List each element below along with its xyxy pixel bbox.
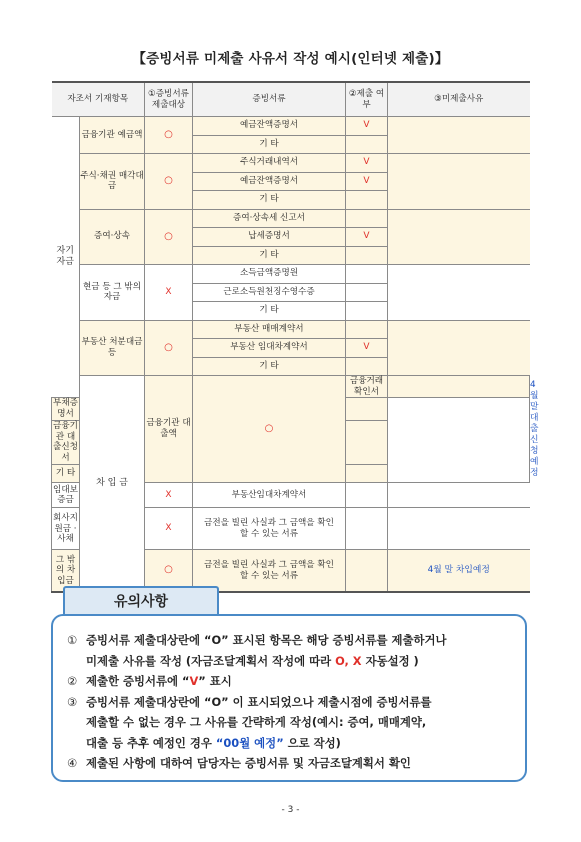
table-row [52,154,530,173]
target-mark: ○ [164,175,173,186]
submitted-mark: V [363,175,370,186]
submitted-cell[interactable] [346,117,388,136]
reason-cell [388,265,530,321]
notice-line-4: ④ 제출된 사항에 대하여 담당자는 증빙서류 및 자금조달계획서 확인 [67,756,411,770]
target-mark: X [165,286,172,297]
document-cell[interactable]: 부동산 매매계약서 [193,320,346,339]
submitted-cell[interactable] [346,246,388,265]
submitted-cell [346,265,388,284]
header-submitted: ②제출 여부 [346,82,388,117]
notice-line-1: ① 증빙서류 제출대상란에 “O” 표시된 항목은 해당 증빙서류를 제출하거나 [67,633,447,647]
notice-line-2: ② 제출한 증빙서류에 “V” 표시 [67,674,232,688]
document-cell[interactable]: 예금잔액증명서 [193,117,346,136]
reason-cell[interactable] [388,209,530,265]
submitted-cell[interactable] [346,209,388,228]
document-cell[interactable]: 증여·상속세 신고서 [193,209,346,228]
table-row [52,209,530,228]
document-cell[interactable]: 금융거래확인서 [346,376,388,398]
document-cell[interactable]: 금융기관 대출신청서 [53,420,78,464]
submitted-cell[interactable] [346,357,388,376]
submitted-cell[interactable] [346,464,388,483]
submitted-mark: V [363,120,370,131]
reason-text: 4월 말 대출신청 예정 [530,379,539,478]
document-cell[interactable]: 기 타 [193,357,346,376]
submitted-cell [346,302,388,321]
submitted-cell [346,483,388,508]
header-reason: ③미제출사유 [388,82,530,117]
document-cell[interactable]: 주식거래내역서 [193,154,346,173]
item-label: 현금 등 그 밖의 자금 [80,265,145,321]
item-label: 그 밖의 차입금 [52,550,80,592]
document-cell[interactable]: 예금잔액증명서 [193,172,346,191]
evidence-table [51,81,539,593]
reason-cell [388,483,530,508]
document-cell[interactable]: 기 타 [193,246,346,265]
submitted-mark: V [363,231,370,242]
page-number: - 3 - [281,805,300,815]
submitted-cell[interactable] [346,550,388,592]
document-cell: 기 타 [193,302,346,321]
submitted-cell[interactable] [346,339,388,358]
page-title: 【증빙서류 미제출 사유서 작성 예시(인터넷 제출)】 [132,51,449,67]
notice-line-1b: 미제출 사유를 작성 (자금조달계획서 작성에 따라 O, X 자동설정 ) [86,653,419,668]
submitted-cell [346,283,388,302]
target-mark: ○ [164,564,173,576]
item-label: 부동산 처분대금 등 [80,320,145,376]
group-borrowed-funds: 차 입 금 [80,376,145,592]
reason-cell[interactable] [388,320,530,376]
submitted-cell[interactable] [346,398,388,420]
notice-line-3b: 제출할 수 없는 경우 그 사유를 간략하게 작성(예시: 증여, 매매계약, [86,715,427,729]
reason-text: 4월 말 차입예정 [427,565,490,576]
document-cell[interactable]: 기 타 [193,191,346,210]
reason-cell[interactable] [388,550,530,592]
header-documents: 증빙서류 [193,82,346,117]
submitted-mark: V [363,342,370,353]
submitted-cell[interactable] [388,376,530,398]
item-label: 금융기관 대출액 [145,376,193,483]
target-mark: ○ [164,230,173,242]
document-cell[interactable]: 부채증명서 [53,398,78,420]
submitted-cell [346,508,388,550]
item-label: 회사지원금 ·사채 [52,508,80,550]
group-own-funds: 자기 자금 [52,117,80,398]
notice-box [51,614,527,782]
table-row [52,376,530,398]
document-cell[interactable]: 기 타 [193,135,346,154]
document-cell: 소득금액증명원 [193,265,346,284]
notice-tab: 유의사항 [63,586,219,616]
reason-cell [388,508,530,550]
table-header-row [52,82,530,117]
target-mark: ○ [164,128,173,140]
document-cell: 근로소득원천징수영수증 [193,283,346,302]
document-cell[interactable]: 금전을 빌린 사실과 그 금액을 확인할 수 있는 서류 [193,550,346,592]
header-target: ①증빙서류 제출대상 [145,82,193,117]
item-label: 증여·상속 [80,209,145,265]
target-mark: X [165,489,172,500]
item-label: 주식·채권 매각대금 [80,154,145,210]
notice-line-3c: 대출 등 추후 예정인 경우 “00월 예정” 으로 작성) [86,735,341,750]
reason-cell[interactable] [388,117,530,154]
submitted-cell[interactable] [346,420,388,464]
document-cell[interactable]: 납세증명서 [193,228,346,247]
document-cell[interactable]: 기 타 [52,464,80,483]
submitted-cell[interactable] [346,320,388,339]
target-mark: X [165,523,172,534]
submitted-cell[interactable] [346,154,388,173]
reason-cell[interactable] [388,154,530,210]
document-cell[interactable]: 부동산 임대차계약서 [193,339,346,358]
submitted-cell[interactable] [346,135,388,154]
item-label: 임대보증금 [52,483,80,508]
submitted-cell[interactable] [346,191,388,210]
document-cell: 금전을 빌린 사실과 그 금액을 확인할 수 있는 서류 [193,508,346,550]
table-row [52,320,530,339]
table-row [52,265,530,284]
header-item: 자조서 기재항목 [52,82,145,117]
target-mark: ○ [164,341,173,353]
submitted-cell[interactable] [346,172,388,191]
notice-line-3: ③ 증빙서류 제출대상란에 “O” 이 표시되었으나 제출시점에 증빙서류를 [67,694,432,709]
item-label: 금융기관 예금액 [80,117,145,154]
table-row [52,117,530,136]
submitted-mark: V [363,157,370,168]
document-cell: 부동산임대차계약서 [193,483,346,508]
target-mark: ○ [264,422,274,434]
submitted-cell[interactable] [346,228,388,247]
